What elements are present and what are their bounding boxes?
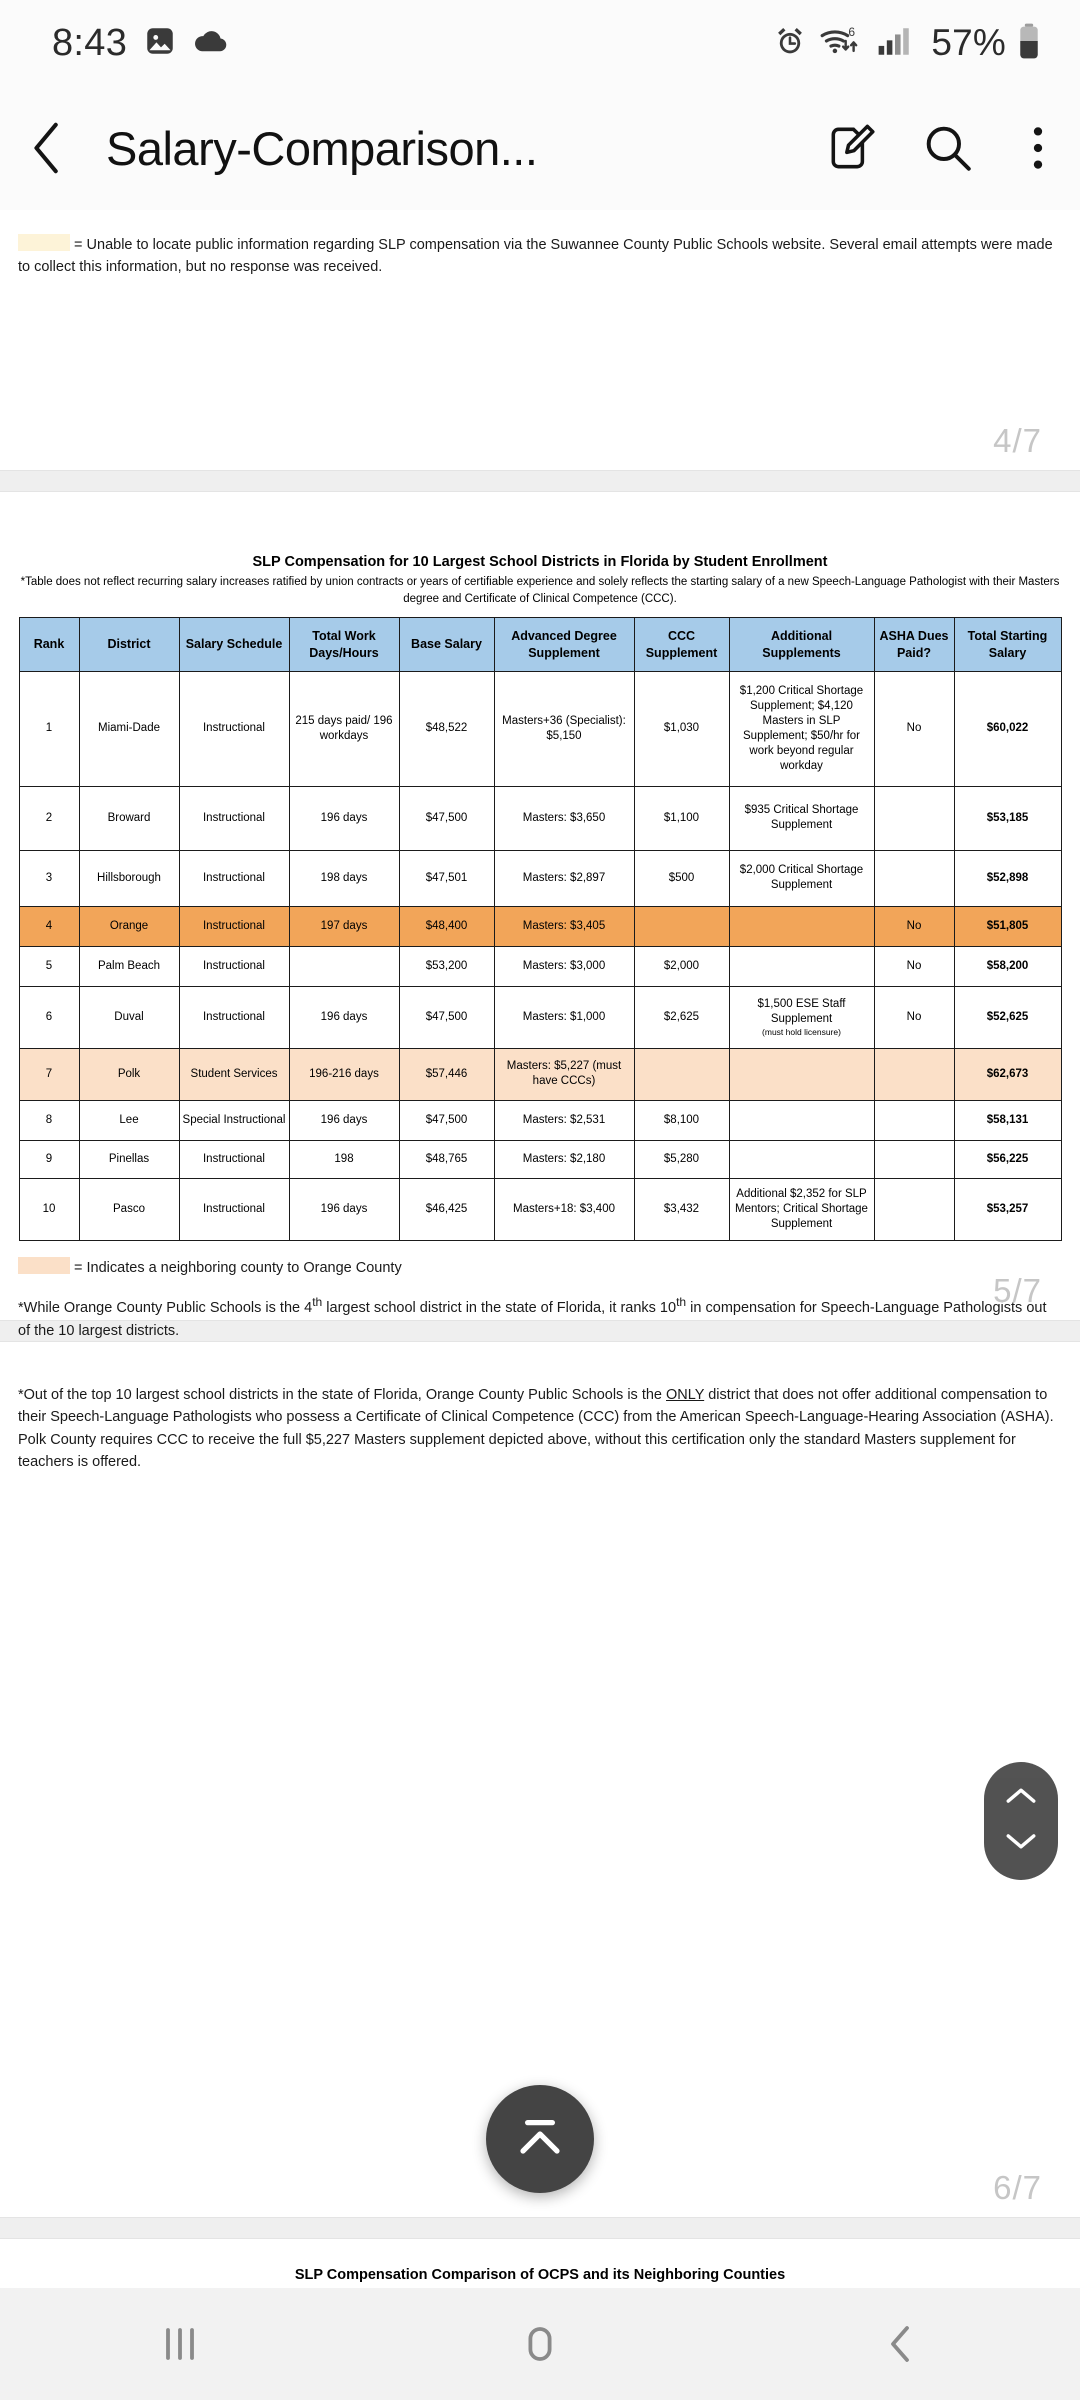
cell-ccc: $1,030 xyxy=(634,671,729,786)
cell-advanced: Masters: $3,000 xyxy=(494,946,634,986)
cell-advanced: Masters: $3,650 xyxy=(494,786,634,850)
cell-asha: No xyxy=(874,671,954,786)
footnote-sup-10th: th xyxy=(676,1295,687,1310)
cell-total: $56,225 xyxy=(954,1140,1061,1178)
edit-icon[interactable] xyxy=(804,121,900,175)
status-bar xyxy=(0,0,1080,86)
cell-total: $60,022 xyxy=(954,671,1061,786)
cell-ccc xyxy=(634,906,729,946)
scroll-up-icon[interactable] xyxy=(1004,1785,1038,1812)
document-scroll-area[interactable] xyxy=(0,210,1080,2400)
cell-total: $58,200 xyxy=(954,946,1061,986)
table-subtitle: *Table does not reflect recurring salary increases ratified by union contracts or years of certifiable experience and solely reflects the starting salary of a new Speech-Language Pathologist with their Masters degree and Certificate of Clinical Competence (CCC). xyxy=(20,576,1060,605)
cell-asha: No xyxy=(874,986,954,1048)
wifi6-icon xyxy=(819,24,865,63)
table-row xyxy=(19,1100,1061,1140)
document-page-5 xyxy=(0,492,1080,1339)
cell-rank: 7 xyxy=(19,1048,79,1100)
cell-rank: 4 xyxy=(19,906,79,946)
cell-total: $58,131 xyxy=(954,1100,1061,1140)
cell-schedule: Instructional xyxy=(179,906,289,946)
nav-back-button[interactable] xyxy=(720,2318,1080,2370)
table-row xyxy=(19,1140,1061,1178)
cell-advanced: Masters: $5,227 (must have CCCs) xyxy=(494,1048,634,1100)
cell-asha xyxy=(874,1178,954,1240)
cell-district: Broward xyxy=(79,786,179,850)
cell-rank: 5 xyxy=(19,946,79,986)
cell-asha xyxy=(874,1140,954,1178)
scroll-to-top-button[interactable] xyxy=(486,2085,594,2193)
col-base-salary: Base Salary xyxy=(399,618,494,672)
cell-additional xyxy=(729,906,874,946)
cell-schedule: Student Services xyxy=(179,1048,289,1100)
cell-days: 197 days xyxy=(289,906,399,946)
cloud-icon xyxy=(193,26,229,61)
app-bar xyxy=(0,86,1080,210)
cell-base: $57,446 xyxy=(399,1048,494,1100)
cell-district: Hillsborough xyxy=(79,850,179,906)
col-additional-supplements: Additional Supplements xyxy=(729,618,874,672)
page6-para-part-2: district that does not offer additional compensation to their Speech-Language Pathologists who possess a Certificate of Clinical Competence (CCC) from the American Speech-Language-Hearing Association (ASHA). Polk County requires CCC to receive the full $5,227 Masters supplement depicted above, without this certification only the standard Masters supplement for teachers is offered. xyxy=(18,1387,1054,1471)
cell-district: Miami-Dade xyxy=(79,671,179,786)
cell-days: 196 days xyxy=(289,1178,399,1240)
alarm-icon xyxy=(773,24,807,63)
cell-schedule: Instructional xyxy=(179,786,289,850)
table-row-neighboring-county xyxy=(19,1048,1061,1100)
cell-additional xyxy=(729,1048,874,1100)
cell-advanced: Masters+36 (Specialist): $5,150 xyxy=(494,671,634,786)
cell-district: Orange xyxy=(79,906,179,946)
table-row xyxy=(19,946,1061,986)
cell-total: $52,625 xyxy=(954,986,1061,1048)
cell-base: $48,765 xyxy=(399,1140,494,1178)
cell-additional xyxy=(729,1100,874,1140)
cell-asha xyxy=(874,1100,954,1140)
cell-days: 196 days xyxy=(289,1100,399,1140)
nav-home-button[interactable] xyxy=(360,2318,720,2370)
more-options-icon[interactable] xyxy=(996,121,1080,175)
table-header-row xyxy=(19,618,1061,672)
cell-additional: Additional $2,352 for SLP Mentors; Critical Shortage Supplement xyxy=(729,1178,874,1240)
cell-advanced: Masters: $2,180 xyxy=(494,1140,634,1178)
table-row-orange-county xyxy=(19,906,1061,946)
cell-additional-note: (must hold licensure) xyxy=(762,1026,841,1037)
cell-additional-text: $1,500 ESE Staff Supplement xyxy=(757,997,846,1025)
svg-text:6: 6 xyxy=(848,24,856,39)
page-title: Salary-Comparison... xyxy=(106,121,538,175)
col-asha-dues: ASHA Dues Paid? xyxy=(874,618,954,672)
col-salary-schedule: Salary Schedule xyxy=(179,618,289,672)
table-title: SLP Compensation for 10 Largest School Districts in Florida by Student Enrollment xyxy=(252,554,828,570)
cell-additional xyxy=(729,946,874,986)
cell-additional: $1,200 Critical Shortage Supplement; $4,120 Masters in SLP Supplement; $50/hr for work beyond regular workday xyxy=(729,671,874,786)
back-button[interactable] xyxy=(0,119,96,177)
cell-rank: 1 xyxy=(19,671,79,786)
page-indicator-5: 5/7 xyxy=(993,1272,1042,1309)
table-row xyxy=(19,786,1061,850)
document-page-4 xyxy=(0,210,1080,470)
footnote-sup-4th: th xyxy=(312,1295,323,1310)
cell-base: $47,500 xyxy=(399,986,494,1048)
cell-days xyxy=(289,946,399,986)
cell-advanced: Masters: $1,000 xyxy=(494,986,634,1048)
page6-para-part-1: *Out of the top 10 largest school districts in the state of Florida, Orange County Public Schools is the xyxy=(18,1387,667,1403)
cell-total: $62,673 xyxy=(954,1048,1061,1100)
page-indicator-6: 6/7 xyxy=(993,2169,1042,2206)
cell-base: $53,200 xyxy=(399,946,494,986)
table-legend xyxy=(0,1257,1080,1279)
col-district: District xyxy=(79,618,179,672)
cell-ccc: $5,280 xyxy=(634,1140,729,1178)
footnote-part-3: in compensation for Speech-Language Pathologists out of the 10 largest districts. xyxy=(18,1300,1047,1339)
col-advanced-degree: Advanced Degree Supplement xyxy=(494,618,634,672)
cell-rank: 2 xyxy=(19,786,79,850)
page-separator xyxy=(0,2217,1080,2239)
search-icon[interactable] xyxy=(900,121,996,175)
cell-base: $47,501 xyxy=(399,850,494,906)
cell-additional: $935 Critical Shortage Supplement xyxy=(729,786,874,850)
cell-district: Duval xyxy=(79,986,179,1048)
battery-percent: 57% xyxy=(931,22,1006,63)
cell-rank: 9 xyxy=(19,1140,79,1178)
col-total-starting-salary: Total Starting Salary xyxy=(954,618,1061,672)
cell-asha xyxy=(874,850,954,906)
cell-ccc: $3,432 xyxy=(634,1178,729,1240)
page4-note xyxy=(0,234,1080,279)
page5-footnote xyxy=(0,1293,1080,1342)
cell-schedule: Instructional xyxy=(179,1140,289,1178)
cell-days: 198 days xyxy=(289,850,399,906)
scroll-navigation-pill[interactable] xyxy=(984,1762,1058,1880)
cell-asha xyxy=(874,786,954,850)
cell-total: $51,805 xyxy=(954,906,1061,946)
page6-para-only: ONLY xyxy=(666,1387,705,1403)
cell-ccc: $8,100 xyxy=(634,1100,729,1140)
table-body xyxy=(19,671,1061,1240)
table-legend-text: = Indicates a neighboring county to Orange County xyxy=(74,1259,402,1276)
cell-days: 196-216 days xyxy=(289,1048,399,1100)
cell-asha xyxy=(874,1048,954,1100)
cell-asha: No xyxy=(874,906,954,946)
cell-base: $47,500 xyxy=(399,1100,494,1140)
legend-swatch-orange xyxy=(18,1257,70,1274)
nav-recents-button[interactable] xyxy=(0,2318,360,2370)
system-navigation-bar xyxy=(0,2288,1080,2400)
cell-schedule: Special Instructional xyxy=(179,1100,289,1140)
cell-base: $47,500 xyxy=(399,786,494,850)
cell-days: 215 days paid/ 196 workdays xyxy=(289,671,399,786)
cell-district: Pasco xyxy=(79,1178,179,1240)
cell-schedule: Instructional xyxy=(179,671,289,786)
cell-schedule: Instructional xyxy=(179,946,289,986)
cell-ccc: $2,625 xyxy=(634,986,729,1048)
col-rank: Rank xyxy=(19,618,79,672)
cell-schedule: Instructional xyxy=(179,986,289,1048)
cell-ccc xyxy=(634,1048,729,1100)
cell-ccc: $1,100 xyxy=(634,786,729,850)
cell-ccc: $500 xyxy=(634,850,729,906)
cell-advanced: Masters+18: $3,400 xyxy=(494,1178,634,1240)
cell-schedule: Instructional xyxy=(179,850,289,906)
table-row xyxy=(19,1178,1061,1240)
cell-total: $53,257 xyxy=(954,1178,1061,1240)
scroll-to-top-icon xyxy=(512,2114,568,2164)
cell-rank: 6 xyxy=(19,986,79,1048)
page6-paragraph xyxy=(0,1384,1080,1474)
cell-rank: 8 xyxy=(19,1100,79,1140)
cell-advanced: Masters: $3,405 xyxy=(494,906,634,946)
cell-base: $48,400 xyxy=(399,906,494,946)
table-row xyxy=(19,671,1061,786)
status-bar-left xyxy=(52,22,229,65)
cell-base: $48,522 xyxy=(399,671,494,786)
cell-district: Lee xyxy=(79,1100,179,1140)
signal-icon xyxy=(877,26,913,61)
footnote-part-2: largest school district in the state of Florida, it ranks 10 xyxy=(322,1300,677,1317)
legend-swatch-yellow xyxy=(18,234,70,251)
cell-days: 198 xyxy=(289,1140,399,1178)
cell-advanced: Masters: $2,531 xyxy=(494,1100,634,1140)
cell-total: $53,185 xyxy=(954,786,1061,850)
col-total-work-days: Total Work Days/Hours xyxy=(289,618,399,672)
page4-note-text: = Unable to locate public information regarding SLP compensation via the Suwannee County Public Schools website. Several email attempts were made to collect this information, but no response was received. xyxy=(18,237,1053,276)
salary-comparison-table xyxy=(19,617,1062,1241)
page-separator xyxy=(0,470,1080,492)
cell-district: Pinellas xyxy=(79,1140,179,1178)
cell-total: $52,898 xyxy=(954,850,1061,906)
image-icon xyxy=(143,24,177,63)
status-bar-right xyxy=(773,22,1040,64)
cell-asha: No xyxy=(874,946,954,986)
cell-additional xyxy=(729,986,874,1048)
battery-icon xyxy=(1018,23,1040,64)
page7-table-title: SLP Compensation Comparison of OCPS and its Neighboring Counties xyxy=(294,2267,786,2283)
scroll-down-icon[interactable] xyxy=(1004,1830,1038,1857)
cell-additional xyxy=(729,1140,874,1178)
footnote-part-1: *While Orange County Public Schools is the 4 xyxy=(18,1300,313,1317)
cell-advanced: Masters: $2,897 xyxy=(494,850,634,906)
cell-schedule: Instructional xyxy=(179,1178,289,1240)
cell-ccc: $2,000 xyxy=(634,946,729,986)
cell-rank: 3 xyxy=(19,850,79,906)
cell-additional: $2,000 Critical Shortage Supplement xyxy=(729,850,874,906)
table-row xyxy=(19,986,1061,1048)
page-indicator-4: 4/7 xyxy=(993,422,1042,459)
cell-days: 196 days xyxy=(289,986,399,1048)
cell-base: $46,425 xyxy=(399,1178,494,1240)
col-ccc-supplement: CCC Supplement xyxy=(634,618,729,672)
cell-days: 196 days xyxy=(289,786,399,850)
cell-rank: 10 xyxy=(19,1178,79,1240)
table-row xyxy=(19,850,1061,906)
status-time: 8:43 xyxy=(52,21,128,64)
cell-district: Palm Beach xyxy=(79,946,179,986)
cell-district: Polk xyxy=(79,1048,179,1100)
